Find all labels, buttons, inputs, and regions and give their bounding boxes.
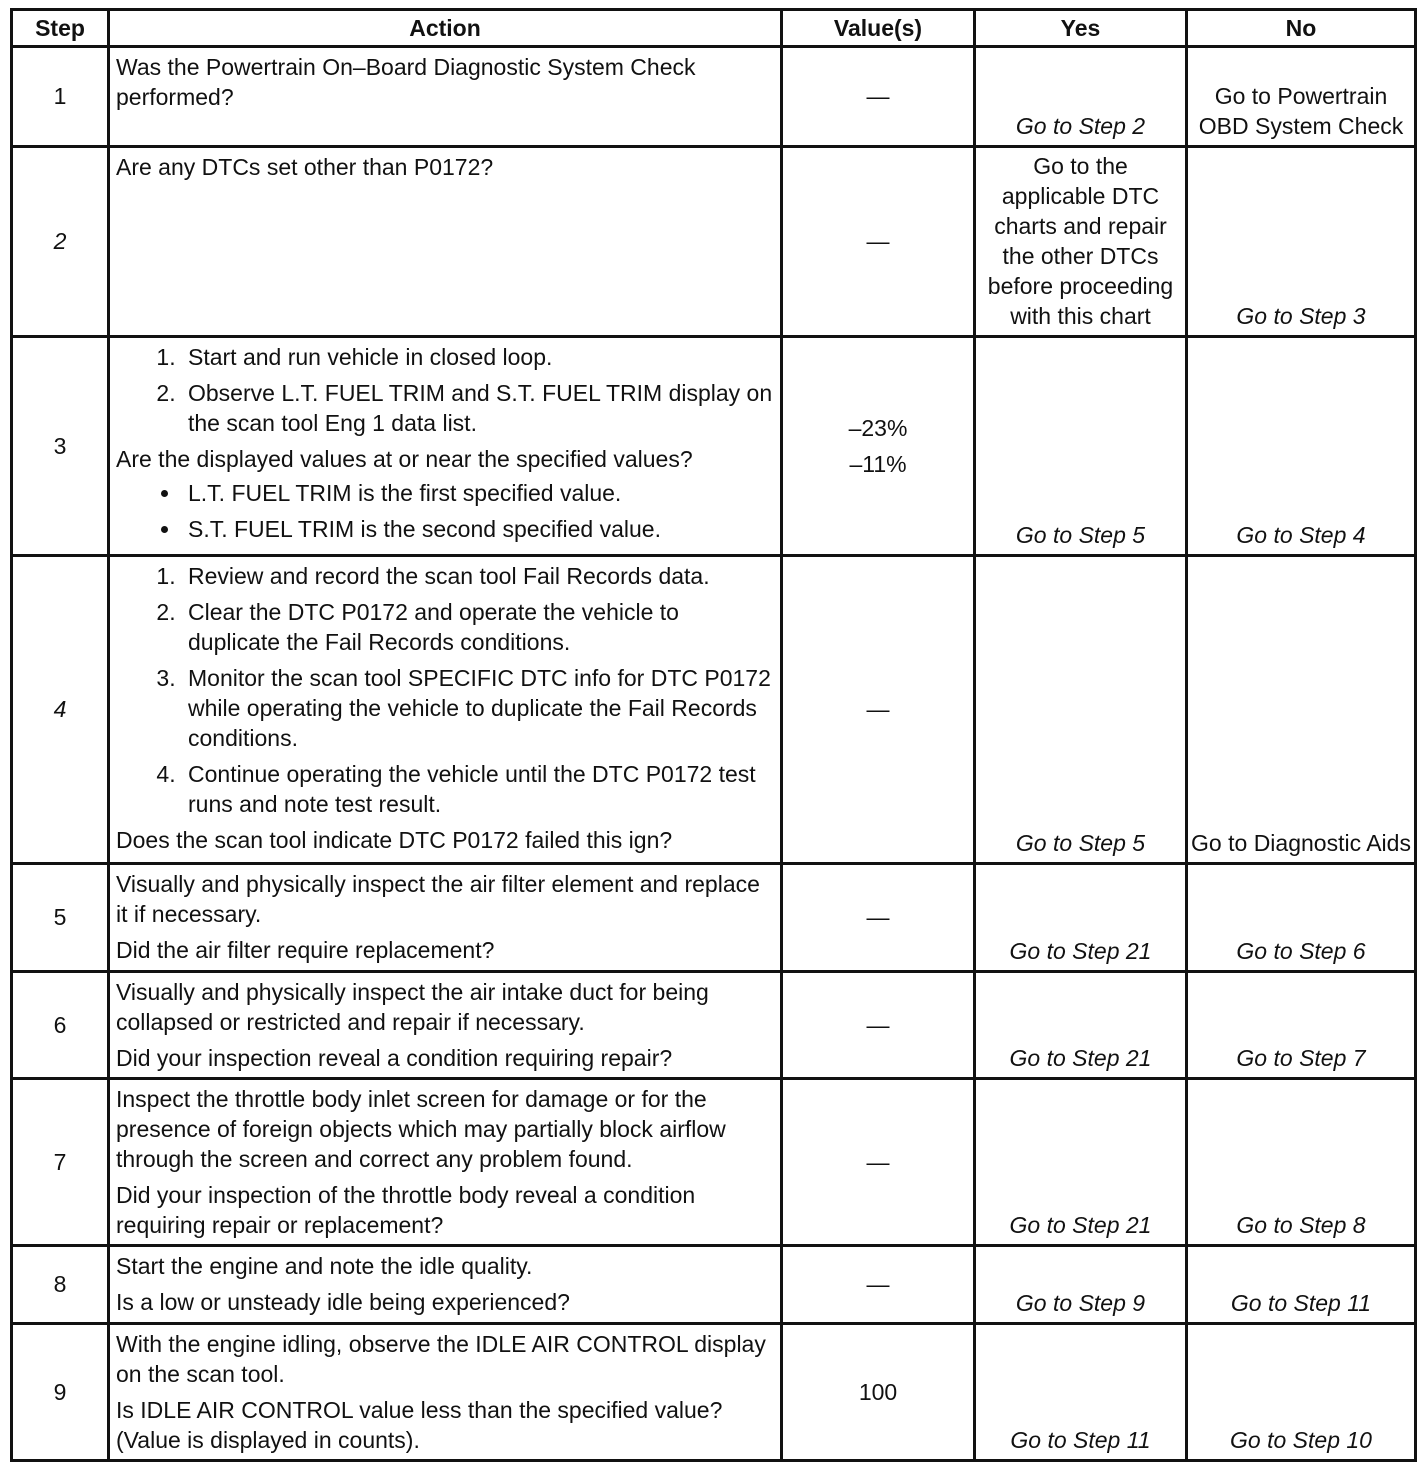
table-row: [12, 1246, 1416, 1324]
action-cell: [109, 1246, 782, 1324]
yes-cell: Go to Step 21: [975, 972, 1187, 1079]
no-cell: Go to Step 4: [1187, 337, 1416, 556]
action-question: Did your inspection of the throttle body reveal a condition requiring repair or replacement?: [116, 1182, 696, 1238]
no-cell: Go to Step 6: [1187, 864, 1416, 972]
step-number: 5: [12, 864, 109, 972]
value-lt-fuel-trim: –23%: [848, 415, 908, 441]
step-number: 7: [12, 1079, 109, 1246]
no-cell: Go to Diagnostic Aids: [1187, 556, 1416, 864]
yes-cell: Go to Step 9: [975, 1246, 1187, 1324]
action-cell: [109, 972, 782, 1079]
step-number: 9: [12, 1324, 109, 1461]
value-cell: —: [782, 556, 975, 864]
value-cell: —: [782, 972, 975, 1079]
value-cell: —: [782, 147, 975, 337]
yes-cell: Go to Step 2: [975, 47, 1187, 147]
header-no: No: [1187, 10, 1416, 47]
action-cell: [109, 1079, 782, 1246]
value-st-fuel-trim: –11%: [849, 451, 907, 477]
step-number: 1: [12, 47, 109, 147]
header-step: Step: [12, 10, 109, 47]
action-question: Did your inspection reveal a condition requiring repair?: [116, 1045, 673, 1071]
table-row: [12, 972, 1416, 1079]
header-values: Value(s): [782, 10, 975, 47]
table-row: [12, 864, 1416, 972]
value-cell: [782, 337, 975, 556]
action-step: 3. Monitor the scan tool SPECIFIC DTC info for DTC P0172 while operating the vehicle to duplicate the Fail Records conditions.: [182, 663, 774, 753]
yes-cell: Go to Step 11: [975, 1324, 1187, 1461]
action-question: Was the Powertrain On–Board Diagnostic System Check performed?: [116, 54, 696, 110]
yes-cell: Go to Step 5: [975, 556, 1187, 864]
table-row: [12, 337, 1416, 556]
header-yes: Yes: [975, 10, 1187, 47]
action-cell: [109, 1324, 782, 1461]
action-question: Is IDLE AIR CONTROL value less than the specified value? (Value is displayed in counts).: [116, 1397, 723, 1453]
value-cell: —: [782, 47, 975, 147]
action-question: Did the air filter require replacement?: [116, 937, 495, 963]
header-row: [12, 10, 1416, 47]
yes-cell: Go to the applicable DTC charts and repair the other DTCs before proceeding with this chart: [975, 147, 1187, 337]
value-cell: —: [782, 864, 975, 972]
action-step: 2. Observe L.T. FUEL TRIM and S.T. FUEL TRIM display on the scan tool Eng 1 data list.: [182, 378, 774, 438]
no-cell: Go to Step 11: [1187, 1246, 1416, 1324]
table-row: [12, 47, 1416, 147]
table-row: [12, 1324, 1416, 1461]
action-cell: [109, 337, 782, 556]
action-steps: [116, 342, 774, 438]
table-row: [12, 147, 1416, 337]
action-text: Inspect the throttle body inlet screen for damage or for the presence of foreign objects which may partially block airflow through the screen and correct any problem found.: [116, 1086, 726, 1172]
yes-cell: Go to Step 21: [975, 864, 1187, 972]
no-cell: Go to Step 8: [1187, 1079, 1416, 1246]
table-row: [12, 1079, 1416, 1246]
no-cell: Go to Step 7: [1187, 972, 1416, 1079]
step-number: 3: [12, 337, 109, 556]
action-question: Are the displayed values at or near the specified values?: [116, 446, 693, 472]
action-step: 4. Continue operating the vehicle until the DTC P0172 test runs and note test result.: [182, 759, 774, 819]
no-cell: Go to Powertrain OBD System Check: [1187, 47, 1416, 147]
step-number: 8: [12, 1246, 109, 1324]
value-cell: —: [782, 1079, 975, 1246]
step-number: 6: [12, 972, 109, 1079]
action-bullet: • S.T. FUEL TRIM is the second specified value.: [182, 514, 774, 544]
action-step: 1. Review and record the scan tool Fail Records data.: [182, 561, 774, 591]
action-text: Start the engine and note the idle quality.: [116, 1253, 533, 1279]
action-bullet: • L.T. FUEL TRIM is the first specified value.: [182, 478, 774, 508]
no-cell: Go to Step 3: [1187, 147, 1416, 337]
action-step: 2. Clear the DTC P0172 and operate the vehicle to duplicate the Fail Records conditions.: [182, 597, 774, 657]
no-cell: Go to Step 10: [1187, 1324, 1416, 1461]
action-text: With the engine idling, observe the IDLE AIR CONTROL display on the scan tool.: [116, 1331, 766, 1387]
value-cell: 100: [782, 1324, 975, 1461]
action-cell: [109, 47, 782, 147]
action-step: 1. Start and run vehicle in closed loop.: [182, 342, 774, 372]
header-action: Action: [109, 10, 782, 47]
step-number: 2: [12, 147, 109, 337]
action-cell: [109, 147, 782, 337]
action-cell: [109, 864, 782, 972]
action-bullets: [116, 478, 774, 544]
diagnostic-table: [10, 8, 1417, 1462]
action-question: Does the scan tool indicate DTC P0172 failed this ign?: [116, 827, 673, 853]
table-row: [12, 556, 1416, 864]
value-cell: —: [782, 1246, 975, 1324]
action-question: Are any DTCs set other than P0172?: [116, 154, 494, 180]
step-number: 4: [12, 556, 109, 864]
yes-cell: Go to Step 5: [975, 337, 1187, 556]
action-text: Visually and physically inspect the air filter element and replace it if necessary.: [116, 871, 760, 927]
action-text: Visually and physically inspect the air intake duct for being collapsed or restricted and repair if necessary.: [116, 979, 709, 1035]
action-steps: [116, 561, 774, 819]
yes-cell: Go to Step 21: [975, 1079, 1187, 1246]
action-question: Is a low or unsteady idle being experienced?: [116, 1289, 570, 1315]
action-cell: [109, 556, 782, 864]
